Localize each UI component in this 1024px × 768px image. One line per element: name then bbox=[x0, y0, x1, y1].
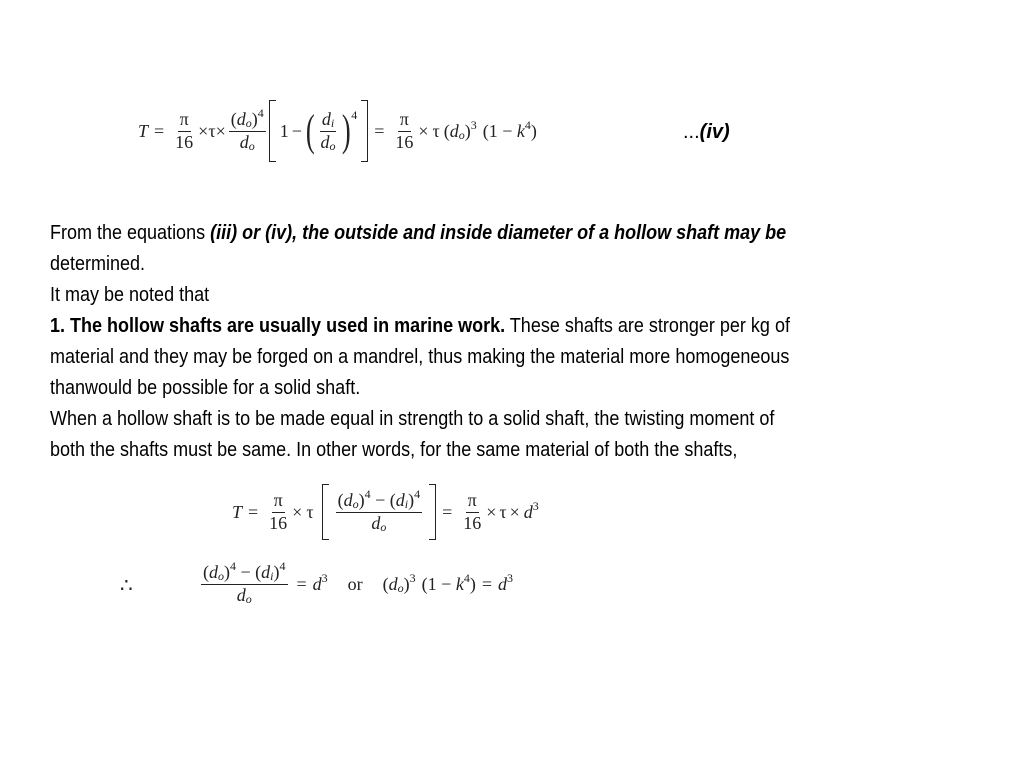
eq-symbol-d: d bbox=[239, 131, 249, 152]
eq-symbol-d: d bbox=[343, 489, 353, 510]
fraction-denominator bbox=[319, 132, 338, 153]
eq-subscript: o bbox=[352, 496, 359, 511]
fraction-numerator: π bbox=[178, 110, 191, 132]
fraction-pi-16 bbox=[461, 491, 483, 534]
therefore-symbol-wrap bbox=[120, 570, 133, 600]
equation-label-dots: ... bbox=[683, 121, 700, 143]
right-bracket bbox=[429, 484, 436, 540]
eq-one: 1 bbox=[427, 573, 437, 594]
eq-superscript: 4 bbox=[364, 486, 371, 501]
body-text bbox=[50, 218, 860, 466]
paragraph-line: It may be noted that bbox=[50, 284, 210, 306]
eq-d-cubed bbox=[497, 570, 513, 595]
eq-symbol-d: d bbox=[320, 131, 330, 152]
eq-subscript: o bbox=[218, 568, 224, 583]
eq-symbol-d: d bbox=[371, 512, 381, 533]
fraction-denominator: 16 bbox=[463, 512, 482, 533]
eq-subscript: o bbox=[245, 115, 252, 130]
eq-or-word: or bbox=[347, 573, 363, 594]
eq-subscript: o bbox=[245, 591, 252, 606]
eq-symbol-k: k bbox=[455, 573, 464, 594]
eq-d-cubed bbox=[523, 498, 539, 523]
fraction-denominator bbox=[235, 585, 254, 606]
bold-heading-text: 1. The hollow shafts are usually used in marine work. bbox=[50, 315, 506, 337]
eq-superscript: 4 bbox=[230, 558, 236, 573]
eq-subscript: o bbox=[248, 138, 255, 153]
fraction-denominator: 16 bbox=[395, 131, 414, 152]
eq-do-cubed: $(d_o)^3$ bbox=[443, 117, 477, 142]
fraction-do4-over-do bbox=[229, 105, 266, 153]
fraction-denominator: 16 bbox=[269, 512, 288, 533]
left-paren: ( bbox=[305, 106, 315, 155]
eq-equals: = bbox=[248, 501, 259, 522]
eq-superscript: 4 bbox=[414, 486, 421, 501]
fraction-denominator: 16 bbox=[175, 131, 194, 152]
eq-times: × bbox=[292, 501, 303, 522]
text-span: From the equations bbox=[50, 222, 211, 244]
eq-symbol-d: d bbox=[497, 573, 507, 594]
paragraph-line bbox=[50, 311, 950, 342]
eq-symbol-k: k bbox=[516, 120, 525, 141]
eq-superscript: 3 bbox=[321, 570, 328, 585]
fraction-pi-16 bbox=[267, 491, 289, 534]
eq-subscript: o bbox=[380, 519, 387, 534]
eq-times: × bbox=[215, 120, 226, 141]
eq-subscript: o bbox=[458, 127, 465, 142]
text-span: These shafts are stronger per kg of bbox=[505, 315, 790, 337]
eq-symbol-t: T bbox=[138, 120, 149, 141]
eq-minus: − bbox=[375, 489, 386, 510]
eq-superscript: 4 bbox=[257, 105, 264, 120]
eq-symbol-d: d bbox=[312, 573, 322, 594]
eq-tau: τ bbox=[306, 501, 314, 522]
eq-subscript: i bbox=[270, 568, 274, 583]
equation-hollow-solid bbox=[232, 480, 539, 544]
eq-equals: = bbox=[442, 501, 453, 522]
fraction-numerator: π bbox=[272, 491, 285, 513]
eq-superscript: 4 bbox=[524, 117, 531, 132]
eq-symbol-d: d bbox=[236, 584, 246, 605]
equation-therefore bbox=[198, 552, 513, 616]
eq-symbol-d: d bbox=[209, 561, 218, 582]
eq-subscript: o bbox=[397, 580, 404, 595]
fraction-numerator: $(d_o)^4 - (d_i)^4$ bbox=[337, 486, 421, 511]
fraction-denominator bbox=[238, 132, 257, 153]
eq-minus: − bbox=[441, 573, 452, 594]
eq-symbol-d: d bbox=[388, 573, 398, 594]
eq-subscript: i bbox=[404, 496, 409, 511]
eq-symbol-d: d bbox=[321, 108, 331, 129]
fraction-numerator: $(d_o)^4$ bbox=[230, 105, 264, 130]
left-bracket bbox=[322, 484, 329, 540]
eq-one: 1 bbox=[488, 120, 498, 141]
paragraph-line: thanwould be possible for a solid shaft. bbox=[50, 377, 361, 399]
eq-one-minus-k4: $(1 - k^4)$ bbox=[482, 117, 537, 141]
eq-superscript: 4 bbox=[279, 558, 286, 573]
eq-minus: − bbox=[240, 561, 251, 582]
equation-label bbox=[683, 121, 730, 144]
eq-times: × bbox=[198, 120, 209, 141]
eq-equals: = bbox=[481, 573, 492, 594]
eq-one-minus-k4: $(1 - k^4)$ bbox=[421, 570, 476, 594]
fraction-do4-minus-di4-over-do bbox=[336, 486, 423, 534]
fraction-do4-minus-di4-over-do bbox=[201, 558, 288, 606]
fraction-denominator bbox=[369, 513, 388, 534]
fraction-numerator: π bbox=[398, 110, 411, 132]
eq-tau: τ bbox=[432, 120, 440, 141]
fraction-di-over-do bbox=[319, 110, 338, 153]
eq-tau: τ bbox=[208, 120, 216, 141]
eq-times: × bbox=[486, 501, 497, 522]
equation-label-tag: (iv) bbox=[699, 121, 730, 143]
emphasis-text: (iii) or (iv), the outside and inside diameter of a hollow shaft may be bbox=[210, 222, 787, 244]
eq-superscript: 4 bbox=[351, 107, 358, 122]
eq-superscript: 3 bbox=[409, 570, 416, 585]
eq-minus: − bbox=[502, 120, 513, 141]
eq-symbol-d: d bbox=[449, 120, 459, 141]
eq-do-cubed: $(d_o)^3$ bbox=[382, 570, 416, 595]
right-paren: ) bbox=[341, 106, 351, 155]
right-bracket bbox=[361, 100, 368, 162]
fraction-numerator bbox=[320, 110, 336, 132]
eq-superscript: 3 bbox=[506, 570, 513, 585]
eq-times: × bbox=[418, 120, 429, 141]
eq-times: × bbox=[509, 501, 520, 522]
eq-minus: − bbox=[291, 120, 302, 141]
eq-subscript: i bbox=[330, 115, 335, 130]
eq-one: 1 bbox=[279, 120, 289, 141]
therefore-symbol: ∴ bbox=[120, 574, 133, 597]
eq-symbol-d: d bbox=[236, 108, 246, 129]
eq-d-cubed bbox=[312, 570, 328, 595]
eq-superscript: 3 bbox=[470, 117, 477, 132]
equation-iv bbox=[138, 96, 537, 166]
paragraph-line: material and they may be forged on a mandrel, thus making the material more homogeneous bbox=[50, 346, 790, 368]
left-bracket bbox=[269, 100, 276, 162]
eq-tau: τ bbox=[499, 501, 507, 522]
paragraph-line: When a hollow shaft is to be made equal in strength to a solid shaft, the twisting moment of bbox=[50, 408, 775, 430]
eq-symbol-d: d bbox=[261, 561, 271, 582]
eq-equals: = bbox=[374, 120, 385, 141]
paragraph-line: both the shafts must be same. In other words, for the same material of both the shafts, bbox=[50, 439, 738, 461]
fraction-pi-16 bbox=[393, 110, 415, 153]
paragraph-line: determined. bbox=[50, 253, 146, 275]
fraction-numerator: $(d_o)^4 - (d_i)^4$ bbox=[203, 558, 286, 583]
eq-superscript: 4 bbox=[463, 570, 470, 585]
eq-symbol-t: T bbox=[232, 501, 243, 522]
eq-symbol-d: d bbox=[395, 489, 405, 510]
fraction-pi-16 bbox=[173, 110, 195, 153]
eq-superscript: 3 bbox=[532, 498, 539, 513]
eq-symbol-d: d bbox=[523, 501, 533, 522]
eq-subscript: o bbox=[329, 138, 336, 153]
paragraph-line bbox=[50, 218, 950, 249]
fraction-numerator: π bbox=[466, 491, 479, 513]
eq-equals: = bbox=[154, 120, 165, 141]
eq-equals: = bbox=[296, 573, 307, 594]
